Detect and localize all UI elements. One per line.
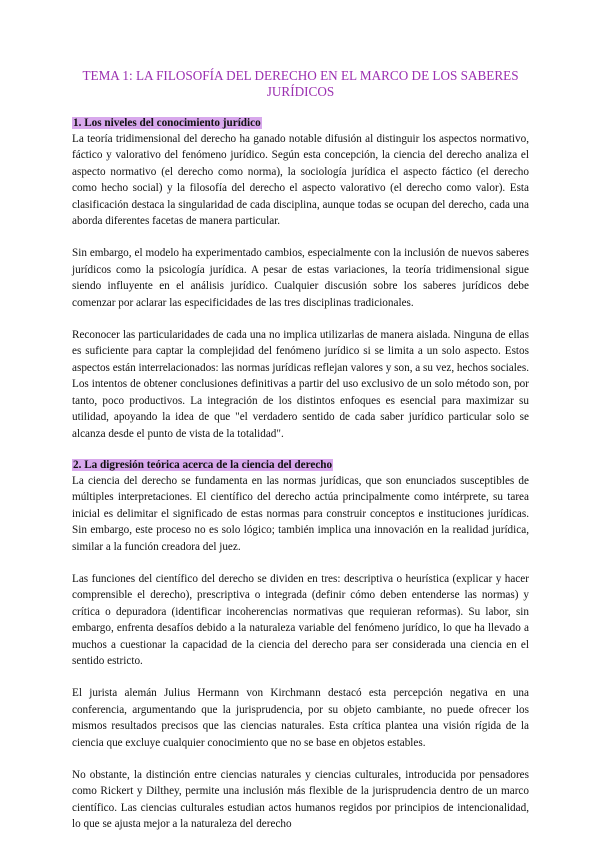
section-heading-text: 1. Los niveles del conocimiento jurídico: [73, 117, 261, 129]
paragraph: El jurista alemán Julius Hermann von Kirchmann destacó esta percepción negativa en una conferencia, argumentando que la jurisprudencia, por su objeto cambiante, no puede ofrecer los mismos resultados precisos que las ciencias naturales. Esta crítica plantea una visión rígida de la ciencia que excluye cualquier conocimiento que no se base en objetos estables.: [72, 687, 529, 749]
section-1: [72, 116, 529, 442]
section-heading-text: 2. La digresión teórica acerca de la ciencia del derecho: [73, 458, 333, 471]
section-2: [72, 458, 529, 833]
section-heading: [72, 458, 529, 473]
paragraph: No obstante, la distinción entre ciencias naturales y ciencias culturales, introducida por pensadores como Rickert y Dilthey, permite una inclusión más flexible de la jurisprudencia dentro de un marco científico. Las ciencias culturales estudian actos humanos regidos por principios de intencionalidad, lo que se ajusta mejor a la naturaleza del derecho: [72, 769, 529, 831]
paragraph: La teoría tridimensional del derecho ha ganado notable difusión al distinguir los aspectos normativo, fáctico y valorativo del fenómeno jurídico. Según esta concepción, la ciencia del derecho analiza el aspecto normativo (el derecho como norma), la sociología jurídica el aspecto fáctico (el derecho como hecho social) y la filosofía del derecho el aspecto valorativo (el derecho como valor). Esta clasificación destaca la singularidad de cada disciplina, aunque todas se ocupan del derecho, cada una aborda diferentes facetas de manera particular.: [72, 133, 529, 228]
paragraph: La ciencia del derecho se fundamenta en las normas jurídicas, que son enunciados susceptibles de múltiples interpretaciones. El científico del derecho actúa principalmente como intérprete, su tarea inicial es delimitar el significado de estas normas para construir conceptos e instituciones jurídicas. Sin embargo, este proceso no es solo lógico; también implica una innovación en la realidad jurídica, similar a la función creadora del juez.: [72, 474, 529, 553]
paragraph: Reconocer las particularidades de cada una no implica utilizarlas de manera aislada. Ninguna de ellas es suficiente para captar la complejidad del fenómeno jurídico si se limita a un solo aspecto. Estos aspectos están interrelacionados: las normas jurídicas reflejan valores y son, a su vez, hechos sociales. Los intentos de obtener conclusiones definitivas a partir del uso exclusivo de un solo método son, por tanto, poco productivos. La integración de los distintos enfoques es esencial para maximizar su utilidad, apoyando la idea de que "el verdadero sentido de cada saber jurídico particular solo se alcanza desde el punto de vista de la totalidad".: [72, 329, 529, 440]
paragraph: Sin embargo, el modelo ha experimentado cambios, especialmente con la inclusión de nuevos saberes jurídicos como la psicología jurídica. A pesar de estas variaciones, la teoría tridimensional sigue siendo influyente en el análisis jurídico. Cualquier discusión sobre los saberes jurídicos debe comenzar por aclarar las especificidades de las tres disciplinas tradicionales.: [72, 247, 529, 309]
section-heading: [72, 116, 529, 131]
page-title: TEMA 1: LA FILOSOFÍA DEL DERECHO EN EL MARCO DE LOS SABERES JURÍDICOS: [82, 68, 519, 99]
paragraph: Las funciones del científico del derecho se dividen en tres: descriptiva o heurística (explicar y hacer comprensible el derecho), prescriptiva o integrada (definir cómo deben entenderse las normas) y crítica o depuradora (identificar incoherencias normativas que requieran reformas). Su labor, sin embargo, enfrenta desafíos debido a la naturaleza variable del fenómeno jurídico, lo que ha llevado a muchos a cuestionar la capacidad de la ciencia del derecho para ser considerada una ciencia en el sentido estricto.: [72, 572, 529, 667]
